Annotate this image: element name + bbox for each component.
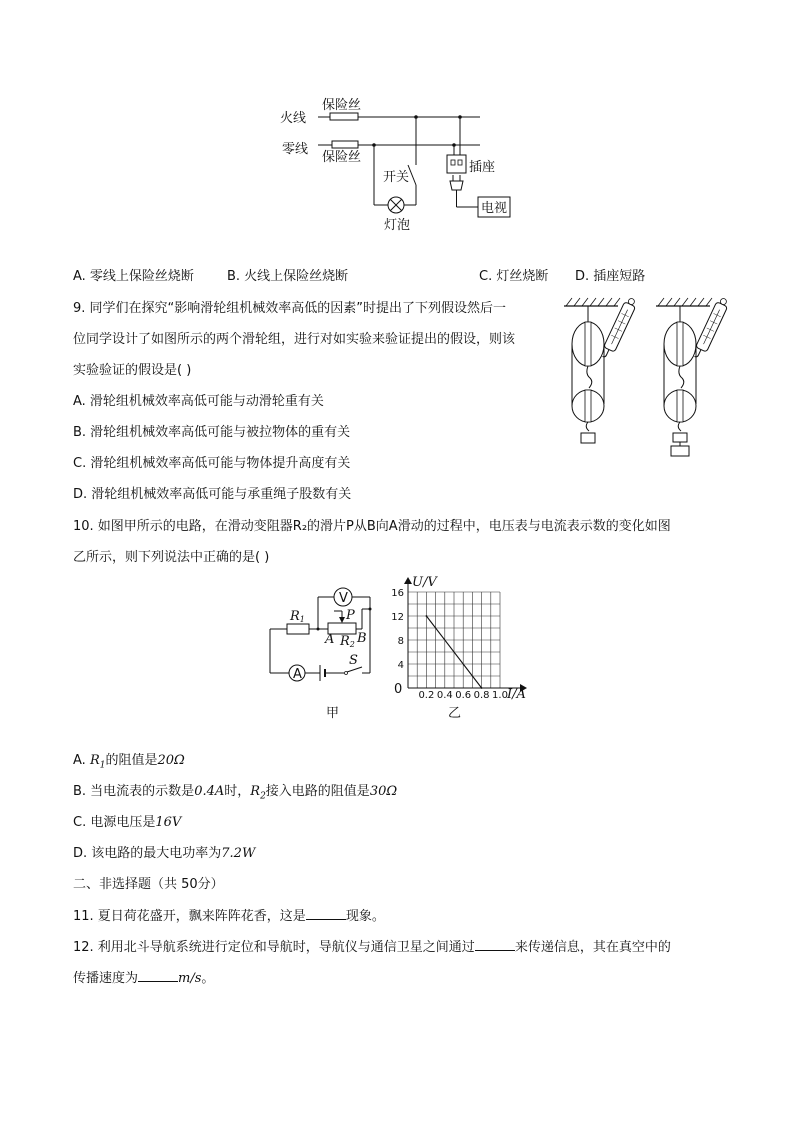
switch-label: 开关: [383, 170, 410, 185]
y-axis-arrow: [404, 577, 412, 584]
q12-line2: 传播速度为 m/s。: [73, 971, 215, 986]
switch-blade: [408, 165, 416, 185]
caption-yi: 乙: [448, 706, 462, 721]
y-tick-label: 12: [391, 612, 404, 623]
q10-stem-line1: 10. 如图甲所示的电路，在滑动变阻器R₂的滑片P从B向A滑动的过程中，电压表与电流表示数的变化如图: [73, 519, 671, 534]
q8-option-c[interactable]: C. 灯丝烧断: [479, 269, 549, 284]
a-end-label: A: [325, 632, 335, 647]
weight-left: [581, 433, 595, 443]
x-axis-label: I/A: [507, 687, 526, 702]
voltmeter-label: V: [339, 591, 348, 606]
x-tick-label: 0.6: [455, 690, 472, 701]
neutral-wire-label: 零线: [282, 142, 309, 157]
q12-blank-2[interactable]: [138, 969, 178, 982]
q9-stem-line3: 实验验证的假设是( ): [73, 363, 192, 378]
x-tick-label: 0.4: [436, 690, 453, 701]
q11: 11. 夏日荷花盛开，飘来阵阵花香，这是 现象。: [73, 909, 385, 924]
q9-option-a[interactable]: A. 滑轮组机械效率高低可能与动滑轮重有关: [73, 394, 324, 409]
q10-option-c[interactable]: C. 电源电压是16V: [73, 815, 182, 830]
y-tick-label: 4: [397, 660, 404, 671]
weight-right-bottom: [671, 446, 689, 456]
socket-icon: [447, 155, 466, 173]
weight-right-top: [673, 433, 687, 442]
graph-yi: [386, 574, 536, 724]
q8-option-b[interactable]: B. 火线上保险丝烧断: [227, 269, 349, 284]
q10-option-d[interactable]: D. 该电路的最大电功率为7.2W: [73, 846, 256, 861]
fuse-top: [330, 113, 358, 120]
q11-blank[interactable]: [306, 907, 346, 920]
s-label: S: [349, 653, 358, 668]
socket-label: 插座: [469, 160, 496, 175]
y-tick-label: 16: [391, 588, 404, 599]
x-tick-label: 0.8: [473, 690, 490, 701]
q10-option-a[interactable]: A. $R_1$的阻值是20Ω: [73, 753, 185, 771]
plug-icon: [450, 181, 463, 190]
graph-series-point: [481, 687, 483, 689]
section-heading: 二、非选择题（共 50分）: [73, 877, 224, 892]
pulley-system-right: [656, 296, 730, 456]
y-tick-label: 8: [397, 636, 404, 647]
pulley-systems-figure: [560, 296, 730, 462]
graph-series-point: [426, 615, 428, 617]
ammeter-label: A: [293, 667, 302, 682]
live-wire-label: 火线: [280, 111, 307, 126]
q10-stem-line2: 乙所示，则下列说法中正确的是( ): [73, 550, 270, 565]
q9-option-c[interactable]: C. 滑轮组机械效率高低可能与物体提升高度有关: [73, 456, 351, 471]
q10-option-b[interactable]: B. 当电流表的示数是0.4A时，$R_2$接入电路的阻值是30Ω: [73, 784, 398, 802]
resistor-r1: [287, 624, 309, 634]
q8-option-a[interactable]: A. 零线上保险丝烧断: [73, 269, 194, 284]
fuse-bottom: [332, 141, 358, 148]
bulb-label: 灯泡: [384, 218, 411, 233]
q9-option-b[interactable]: B. 滑轮组机械效率高低可能与被拉物体的重有关: [73, 425, 351, 440]
fuse-top-label: 保险丝: [322, 98, 362, 113]
fuse-bottom-label: 保险丝: [322, 150, 362, 165]
q12-line1: 12. 利用北斗导航系统进行定位和导航时，导航仪与通信卫星之间通过 来传递信息，其在真空中的: [73, 940, 671, 955]
q8-option-d[interactable]: D. 插座短路: [575, 269, 646, 284]
household-circuit-diagram: [270, 95, 520, 235]
p-label: P: [346, 608, 355, 623]
origin-label: 0: [394, 682, 403, 697]
circuit-jia-diagram: [262, 583, 380, 723]
q9-stem-line2: 位同学设计了如图所示的两个滑轮组，进行对如实验来验证提出的假设，则该: [73, 332, 516, 347]
y-axis-label: U/V: [412, 575, 437, 590]
r1-label: R1: [290, 609, 305, 624]
q9-option-d[interactable]: D. 滑轮组机械效率高低可能与承重绳子股数有关: [73, 487, 352, 502]
x-tick-label: 1.0: [492, 690, 508, 701]
q12-blank-1[interactable]: [475, 938, 515, 951]
slider-p-arrow: [339, 617, 345, 623]
tv-label: 电视: [481, 201, 508, 216]
r2-label: R2: [340, 634, 355, 649]
pulley-system-left: [564, 296, 638, 443]
b-end-label: B: [357, 631, 367, 646]
caption-jia: 甲: [326, 706, 340, 721]
x-tick-label: 0.2: [418, 690, 435, 701]
q9-stem-line1: 9. 同学们在探究“影响滑轮组机械效率高低的因素”时提出了下列假设然后一: [73, 301, 507, 316]
